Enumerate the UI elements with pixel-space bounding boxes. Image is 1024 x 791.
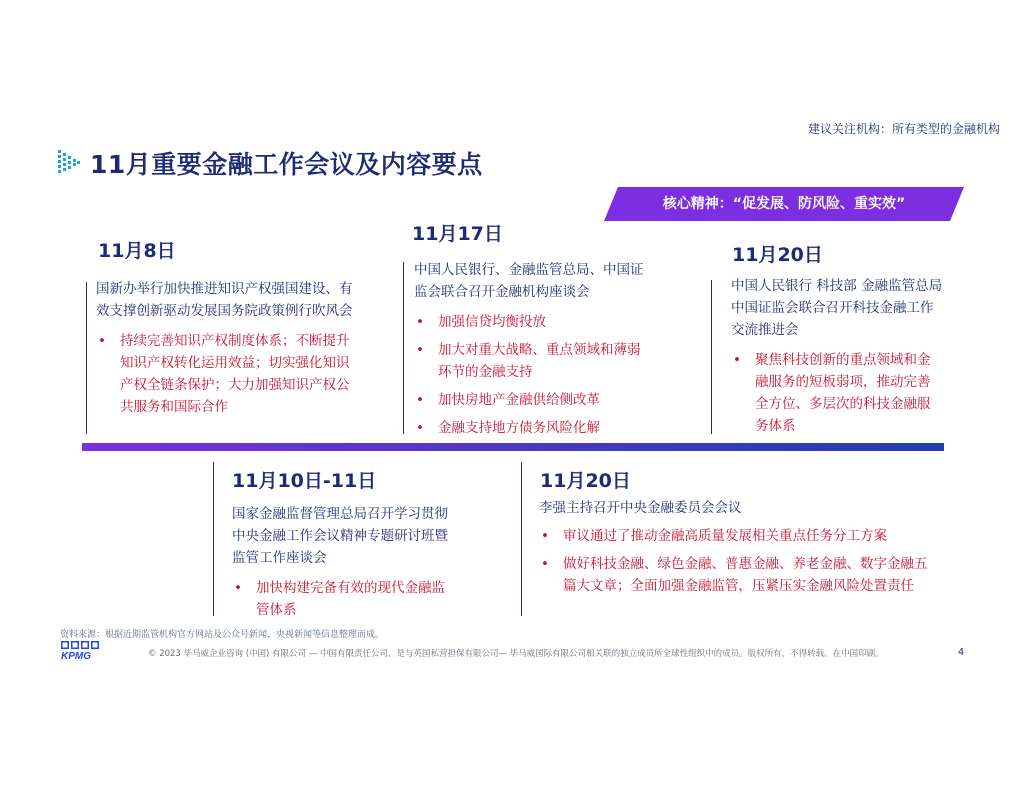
core-spirit-text: 核心精神：“促发展、防风险、重实效”	[662, 196, 906, 212]
event-divider	[711, 280, 712, 434]
list-item: • 金融支持地方债务风险化解	[414, 417, 646, 439]
list-item: • 审议通过了推动金融高质量发展相关重点任务分工方案	[539, 525, 931, 547]
event-desc: 国新办举行加快推进知识产权强国建设、有效支撑创新驱动发展国务院政策例行吹风会	[96, 281, 353, 319]
event-date-nov17: 11月17日	[412, 223, 503, 245]
event-divider	[521, 462, 522, 616]
bullet-icon: •	[416, 314, 424, 330]
bullet-icon: •	[234, 580, 242, 596]
event-card-nov20-ccfc	[539, 497, 931, 603]
event-date-nov20-ccfc: 11月20日	[540, 470, 631, 492]
event-bullets	[731, 349, 943, 437]
event-bullets	[539, 525, 931, 597]
event-desc: 李强主持召开中央金融委员会会议	[539, 500, 742, 516]
event-card-nov10	[232, 503, 454, 627]
list-item: • 加大对重大战略、重点领域和薄弱环节的金融支持	[414, 339, 646, 383]
event-divider	[213, 462, 214, 616]
list-item: • 聚焦科技创新的重点领域和金融服务的短板弱项，推动完善全方位、多层次的科技金融服务体系	[731, 349, 943, 437]
event-bullets	[232, 577, 454, 621]
page-number: 4	[958, 647, 965, 658]
event-card-nov8	[96, 278, 358, 424]
list-item: • 加快房地产金融供给侧改革	[414, 389, 646, 411]
list-item: • 做好科技金融、绿色金融、普惠金融、养老金融、数字金融五篇大文章；全面加强金融监管，压紧压实金融风险处置责任	[539, 553, 931, 597]
bullet-icon: •	[416, 392, 424, 408]
bullet-icon: •	[541, 528, 549, 544]
list-item: • 加强信贷均衡投放	[414, 311, 646, 333]
page-title: 11月重要金融工作会议及内容要点	[90, 150, 483, 179]
event-bullets	[414, 311, 646, 439]
list-item: • 加快构建完备有效的现代金融监管体系	[232, 577, 454, 621]
event-date-nov10: 11月10日-11日	[232, 470, 377, 492]
list-item: • 持续完善知识产权制度体系；不断提升知识产权转化运用效益；切实强化知识产权全链条保护；大力加强知识产权公共服务和国际合作	[96, 330, 358, 418]
copyright-note: © 2023 毕马威企业咨询 (中国) 有限公司 — 中国有限责任公司，是与英国私营担保有限公司— 毕马威国际有限公司相关联的独立成员所全球性组织中的成员。版权所有，不得转载。在中国印刷。	[148, 649, 884, 659]
event-card-nov17	[414, 259, 646, 445]
bullet-icon: •	[416, 420, 424, 436]
audience-note: 建议关注机构：所有类型的金融机构	[807, 122, 1000, 136]
event-desc: 国家金融监督管理总局召开学习贯彻中央金融工作会议精神专题研讨班暨监管工作座谈会	[232, 506, 448, 566]
bullet-icon: •	[733, 352, 741, 368]
event-desc: 中国人民银行 科技部 金融监管总局 中国证监会联合召开科技金融工作交流推进会	[731, 278, 943, 338]
event-desc: 中国人民银行、金融监管总局、中国证监会联合召开金融机构座谈会	[414, 262, 644, 300]
svg-text:KPMG: KPMG	[61, 651, 91, 660]
event-divider	[403, 262, 404, 434]
bullet-icon: •	[98, 333, 106, 349]
event-divider	[86, 282, 87, 434]
source-note: 资料来源：根据近期监管机构官方网站及公众号新闻、央视新闻等信息整理而成。	[60, 630, 385, 640]
event-date-nov20-tech: 11月20日	[732, 244, 823, 266]
timeline-bar	[82, 443, 944, 451]
event-card-nov20-tech	[731, 275, 943, 443]
bullet-icon: •	[416, 342, 424, 358]
event-date-nov8: 11月8日	[98, 240, 176, 262]
bullet-icon: •	[541, 556, 549, 572]
kpmg-logo	[60, 640, 104, 660]
event-bullets	[96, 330, 358, 418]
play-arrow-icon	[58, 148, 82, 178]
